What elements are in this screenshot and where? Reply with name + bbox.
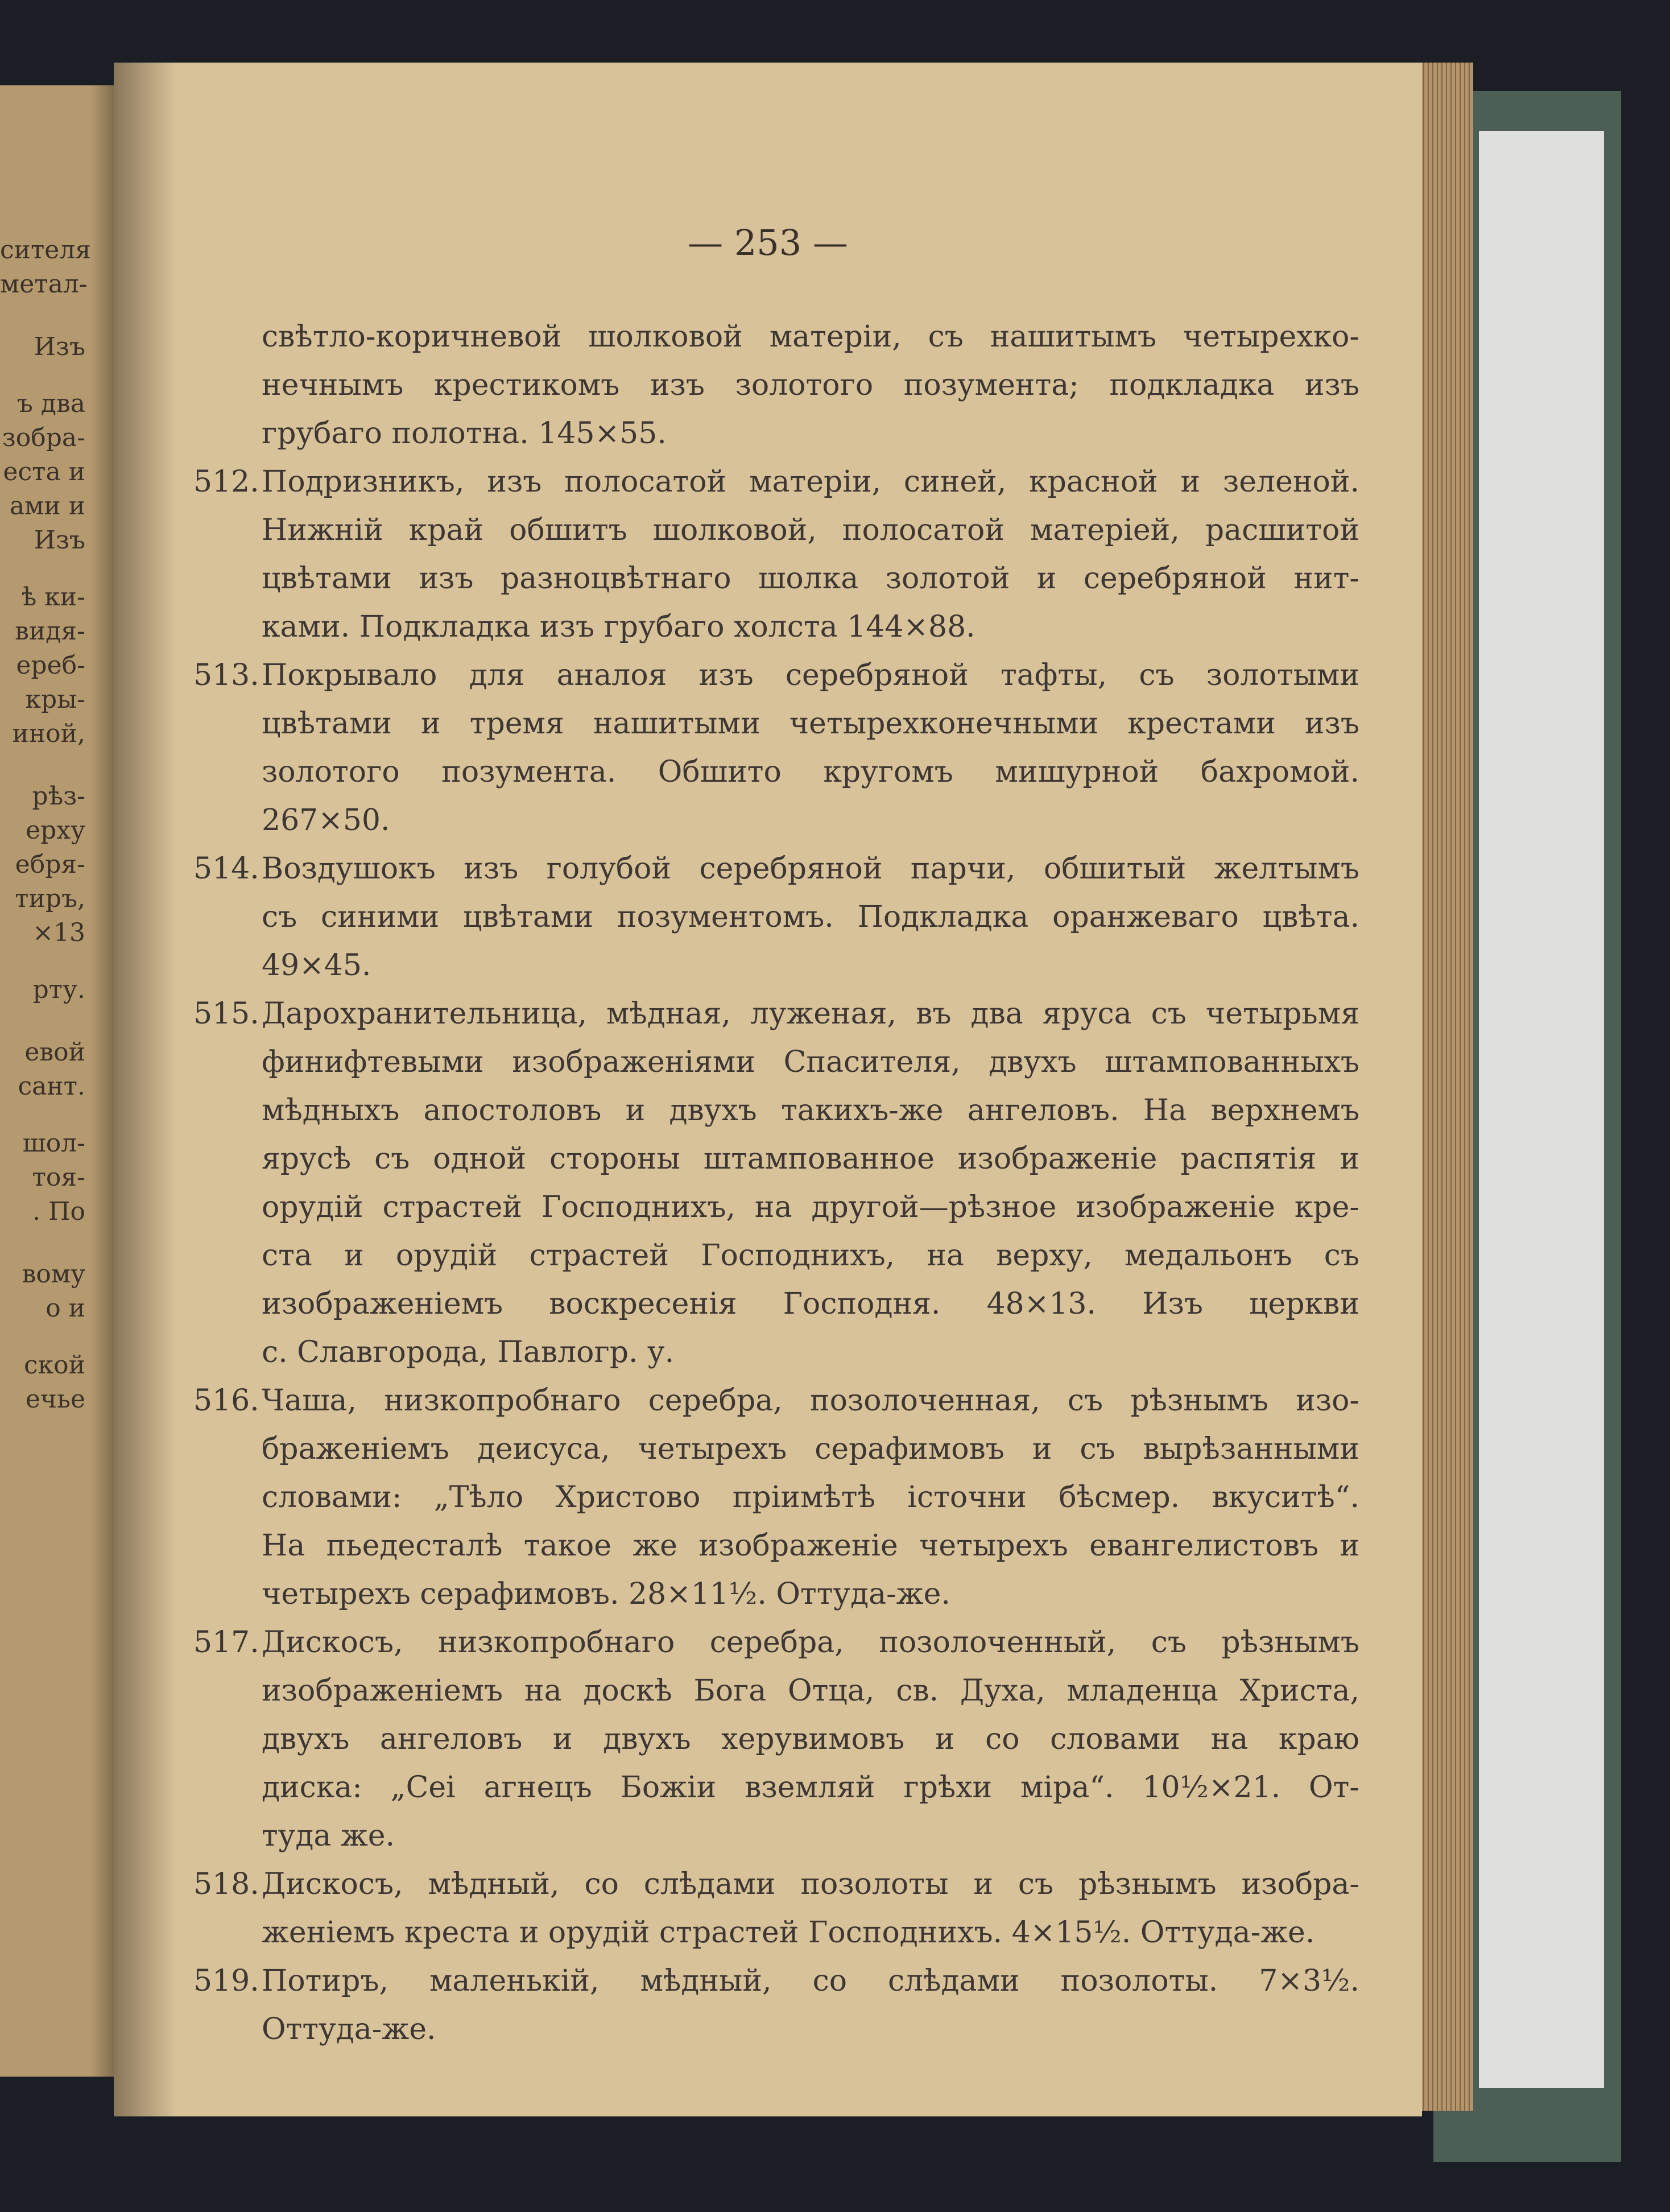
entry-line bbox=[193, 700, 1359, 748]
entry-text: четырехъ серафимовъ. 28×11½. Оттуда-же. bbox=[262, 1577, 950, 1611]
entry-text: Нижній край обшитъ шолковой, полосатой матеріей, расшитой bbox=[262, 513, 1359, 547]
entry-line bbox=[193, 1183, 1359, 1232]
entry-text: Дискосъ, мѣдный, со слѣдами позолоты и съ рѣзнымъ изобра- bbox=[262, 1867, 1359, 1901]
left-page-fragment: тиръ, bbox=[15, 884, 85, 913]
left-page-fragment: евой bbox=[24, 1038, 85, 1067]
left-page-fragment: тоя- bbox=[32, 1163, 85, 1192]
entry-text: Чаша, низкопробнаго серебра, позолоченная, съ рѣзнымъ изо- bbox=[262, 1384, 1359, 1418]
entry-line bbox=[193, 1667, 1359, 1715]
entry-text: золотого позумента. Обшито кругомъ мишурной бахромой. bbox=[262, 755, 1359, 789]
entry-text: 49×45. bbox=[262, 948, 371, 983]
entry-line bbox=[193, 555, 1359, 603]
entry-text: двухъ ангеловъ и двухъ херувимовъ и со словами на краю bbox=[262, 1722, 1359, 1756]
spine-shadow bbox=[114, 63, 176, 2116]
entry-line bbox=[193, 1812, 1359, 1860]
left-page-fragment: ереб- bbox=[16, 651, 85, 680]
entry-text: мѣдныхъ апостоловъ и двухъ такихъ-же ангеловъ. На верхнемъ bbox=[262, 1093, 1359, 1128]
entry-line bbox=[193, 1232, 1359, 1280]
entry-text: с. Славгорода, Павлогр. у. bbox=[262, 1335, 675, 1369]
entry-text: туда же. bbox=[262, 1819, 395, 1853]
left-page-fragment: рѣз- bbox=[32, 782, 85, 811]
entry-line bbox=[193, 1328, 1359, 1377]
entry-line bbox=[193, 651, 1359, 700]
left-page-fragment: ами и bbox=[9, 492, 85, 521]
entry-line bbox=[193, 1570, 1359, 1619]
left-page-fragment: о и bbox=[46, 1294, 85, 1323]
entry-line bbox=[193, 1087, 1359, 1135]
left-page-fragment: ебря- bbox=[15, 850, 85, 879]
entry-line bbox=[193, 942, 1359, 990]
entry-line bbox=[193, 1522, 1359, 1570]
left-page-fragment: сант. bbox=[18, 1072, 85, 1101]
left-page-fragment: шол- bbox=[22, 1129, 85, 1158]
left-page-fragment: еста и bbox=[3, 457, 85, 486]
entry-text: Дискосъ, низкопробнаго серебра, позолоченный, съ рѣзнымъ bbox=[262, 1625, 1359, 1660]
entry-text: цвѣтами и тремя нашитыми четырехконечными крестами изъ bbox=[262, 707, 1359, 741]
entry-text: диска: „Сеі агнецъ Божіи вземляй грѣхи міра“. 10½×21. От- bbox=[262, 1771, 1359, 1805]
entry-text: словами: „Тѣло Христово пріимѣтѣ істочни бѣсмер. вкуситѣ“. bbox=[262, 1480, 1359, 1514]
entry-line bbox=[193, 1135, 1359, 1183]
entry-text: Покрывало для аналоя изъ серебряной тафты, съ золотыми bbox=[262, 658, 1359, 692]
entry-line bbox=[193, 361, 1359, 410]
entry-line bbox=[193, 1957, 1359, 2005]
entry-text: цвѣтами изъ разноцвѣтнаго шолка золотой и серебряной нит- bbox=[262, 562, 1359, 596]
left-page-fragment: ×13 bbox=[32, 918, 85, 947]
entry-line bbox=[193, 1715, 1359, 1764]
entry-text: изображеніемъ воскресенія Господня. 48×13. Изъ церкви bbox=[262, 1287, 1359, 1321]
entry-line bbox=[193, 1377, 1359, 1425]
entry-text: финифтевыми изображеніями Спасителя, двухъ штампованныхъ bbox=[262, 1045, 1359, 1079]
entry-line bbox=[193, 1280, 1359, 1328]
entry-line bbox=[193, 990, 1359, 1038]
entry-line bbox=[193, 1619, 1359, 1667]
entry-line bbox=[193, 1860, 1359, 1909]
entry-text: свѣтло-коричневой шолковой матеріи, съ нашитымъ четырехко- bbox=[262, 320, 1359, 354]
entry-text: Подризникъ, изъ полосатой матеріи, синей, красной и зеленой. bbox=[262, 465, 1359, 499]
entry-line bbox=[193, 748, 1359, 797]
entry-text: нечнымъ крестикомъ изъ золотого позумента; подкладка изъ bbox=[262, 368, 1359, 402]
catalog-entries bbox=[193, 313, 1359, 2054]
entry-line bbox=[193, 1425, 1359, 1474]
entry-line bbox=[193, 2005, 1359, 2054]
entry-line bbox=[193, 313, 1359, 361]
left-page-fragment: ъ два bbox=[16, 389, 85, 418]
entry-text: орудій страстей Господнихъ, на другой—рѣзное изображеніе кре- bbox=[262, 1190, 1359, 1224]
entry-text: ками. Подкладка изъ грубаго холста 144×88. bbox=[262, 610, 975, 644]
left-page-fragment: . По bbox=[32, 1197, 85, 1226]
entry-line bbox=[193, 1474, 1359, 1522]
entry-text: женіемъ креста и орудій страстей Господнихъ. 4×15½. Оттуда-же. bbox=[262, 1916, 1315, 1950]
entry-line bbox=[193, 797, 1359, 845]
entry-line bbox=[193, 1764, 1359, 1812]
entry-text: На пьедесталѣ такое же изображеніе четырехъ евангелистовъ и bbox=[262, 1529, 1359, 1563]
entry-text: ярусѣ съ одной стороны штампованное изображеніе распятія и bbox=[262, 1142, 1359, 1176]
entry-text: Потиръ, маленькій, мѣдный, со слѣдами позолоты. 7×3½. bbox=[262, 1964, 1359, 1998]
left-page-fragment: рту. bbox=[32, 975, 85, 1004]
entry-number: 516. bbox=[193, 1384, 259, 1418]
left-page bbox=[0, 85, 125, 2077]
left-page-fragment: ской bbox=[24, 1351, 85, 1380]
left-page-fragment: вому bbox=[22, 1260, 85, 1289]
entry-text: ста и орудій страстей Господнихъ, на верху, медальонъ съ bbox=[262, 1239, 1359, 1273]
entry-text: съ синими цвѣтами позументомъ. Подкладка оранжеваго цвѣта. bbox=[262, 900, 1359, 934]
entry-text: изображеніемъ на доскѣ Бога Отца, св. Духа, младенца Христа, bbox=[262, 1674, 1359, 1708]
entry-text: Дарохранительница, мѣдная, луженая, въ два яруса съ четырьмя bbox=[262, 997, 1359, 1031]
left-page-fragment: ѣ ки- bbox=[21, 583, 85, 612]
entry-line bbox=[193, 603, 1359, 651]
left-page-fragment: сителя bbox=[0, 236, 92, 265]
left-page-fragment: Изъ bbox=[34, 526, 85, 555]
entry-number: 512. bbox=[193, 465, 259, 499]
entry-text: Воздушокъ изъ голубой серебряной парчи, обшитый желтымъ bbox=[262, 852, 1359, 886]
entry-text: 267×50. bbox=[262, 803, 390, 837]
entry-line bbox=[193, 458, 1359, 506]
entry-line bbox=[193, 506, 1359, 555]
entry-line bbox=[193, 410, 1359, 458]
left-page-fragment: иной, bbox=[12, 719, 85, 748]
right-page bbox=[114, 63, 1422, 2116]
left-page-fragment: Изъ bbox=[34, 332, 85, 361]
entry-number: 513. bbox=[193, 658, 259, 692]
entry-number: 514. bbox=[193, 852, 259, 886]
left-page-fragment: метал- bbox=[0, 270, 88, 299]
entry-line bbox=[193, 893, 1359, 942]
entry-text: браженіемъ деисуса, четырехъ серафимовъ и съ вырѣзанными bbox=[262, 1432, 1359, 1466]
left-page-fragment: зобра- bbox=[2, 423, 85, 452]
left-page-fragment: кры- bbox=[25, 685, 85, 714]
left-page-fragment: видя- bbox=[15, 617, 85, 646]
entry-text: грубаго полотна. 145×55. bbox=[262, 416, 667, 451]
entry-line bbox=[193, 1909, 1359, 1957]
entry-text: Оттуда-же. bbox=[262, 2012, 436, 2046]
backing-paper bbox=[1479, 131, 1604, 2088]
entry-number: 517. bbox=[193, 1625, 259, 1660]
entry-number: 515. bbox=[193, 997, 259, 1031]
page-number: — 253 — bbox=[688, 222, 848, 263]
entry-line bbox=[193, 845, 1359, 893]
entry-number: 518. bbox=[193, 1867, 259, 1901]
entry-number: 519. bbox=[193, 1964, 259, 1998]
entry-line bbox=[193, 1038, 1359, 1087]
left-page-fragment: ечье bbox=[25, 1385, 85, 1414]
left-page-fragment: ерху bbox=[26, 816, 85, 845]
